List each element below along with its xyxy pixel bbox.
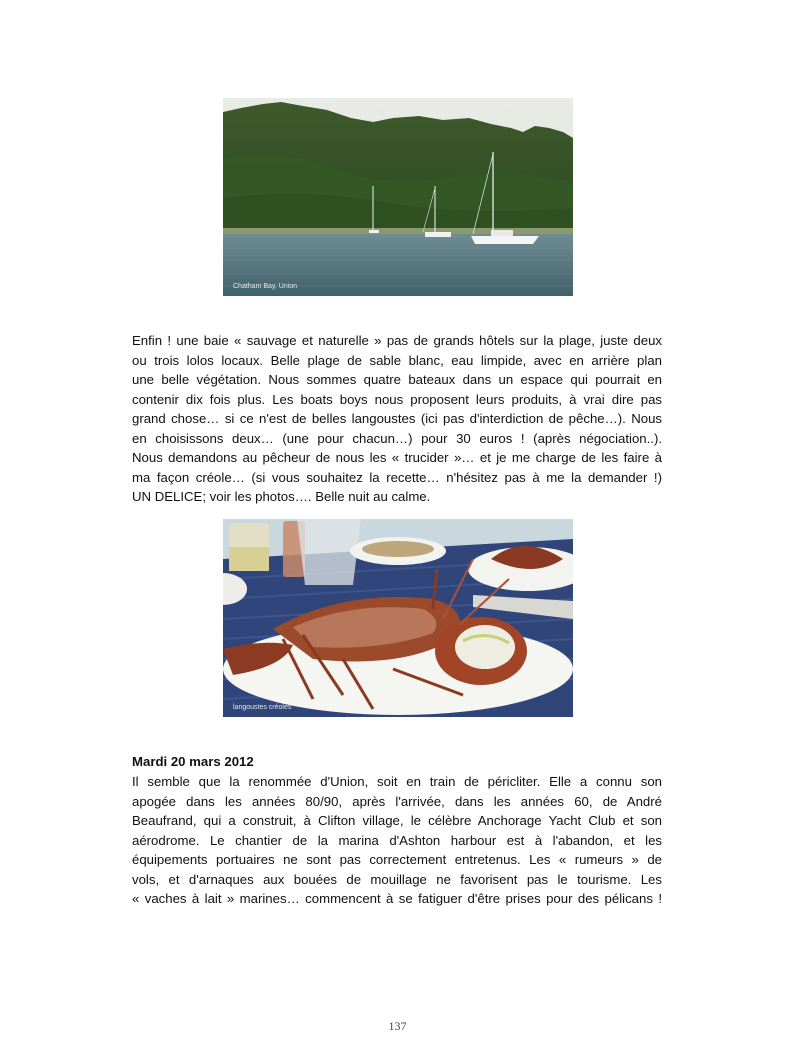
text-line: apogée dans les années 80/90, après l'arrivée, dans les années 60, de André [132,793,662,809]
text-line: Enfin ! une baie « sauvage et naturelle » pas de grands hôtels sur la plage, juste deux [132,333,662,348]
text-line: vols, et d'arnaques aux bouées de mouillage ne favorisent pas le tourisme. Les [132,871,662,887]
text-line: « vaches à lait » marines… commencent à se fatiguer d'être prises pour des pélicans ! [132,891,662,906]
text-line: Il semble que la renommée d'Union, soit en train de péricliter. Elle a connu son [132,774,662,789]
bay-landscape-image [223,98,573,296]
text-line: ma façon créole… (si vous souhaitez la recette… n'hésitez pas à me la demander !) [132,469,662,485]
paragraph-union-history [132,772,662,909]
text-line: en choisissons deux… (une pour chacun…) pour 30 euros ! (après négociation..). [132,430,662,446]
photo-caption: langoustes créoles [233,704,292,711]
text-line: grand chose… si ce n'est de belles langoustes (ici pas d'interdiction de pêche…). Nous [132,411,662,426]
text-line: contenir dix fois plus. Les boats boys nous proposent leurs produits, à vrai dire pas [132,391,662,407]
photo-lobsters [223,519,573,717]
text-line: UN DELICE; voir les photos…. Belle nuit au calme. [132,489,431,504]
text-line: équipements portuaires ne sont pas correctement entretenus. Les « rumeurs » de [132,852,662,867]
text-line: Beaufrand, qui a construit, à Clifton village, le célèbre Anchorage Yacht Club et son [132,813,662,828]
text-line: ou trois lolos locaux. Belle plage de sable blanc, eau limpide, avec en arrière plan [132,352,662,368]
paragraph-bay-description [132,331,662,507]
photo-caption: Chatham Bay, Union [233,283,298,290]
text-line: une belle végétation. Nous sommes quatre bateaux dans un espace qui pourrait en [132,372,662,387]
text-line: Nous demandons au pêcheur de nous les « trucider »… et je me charge de les faire à [132,450,662,465]
photo-chatham-bay [223,98,573,296]
section-heading: Mardi 20 mars 2012 [132,754,254,769]
page-number: 137 [388,1019,407,1033]
lobster-dish-image [223,519,573,717]
text-line: aérodrome. Le chantier de la marina d'Ashton harbour est à l'abandon, et les [132,832,662,848]
